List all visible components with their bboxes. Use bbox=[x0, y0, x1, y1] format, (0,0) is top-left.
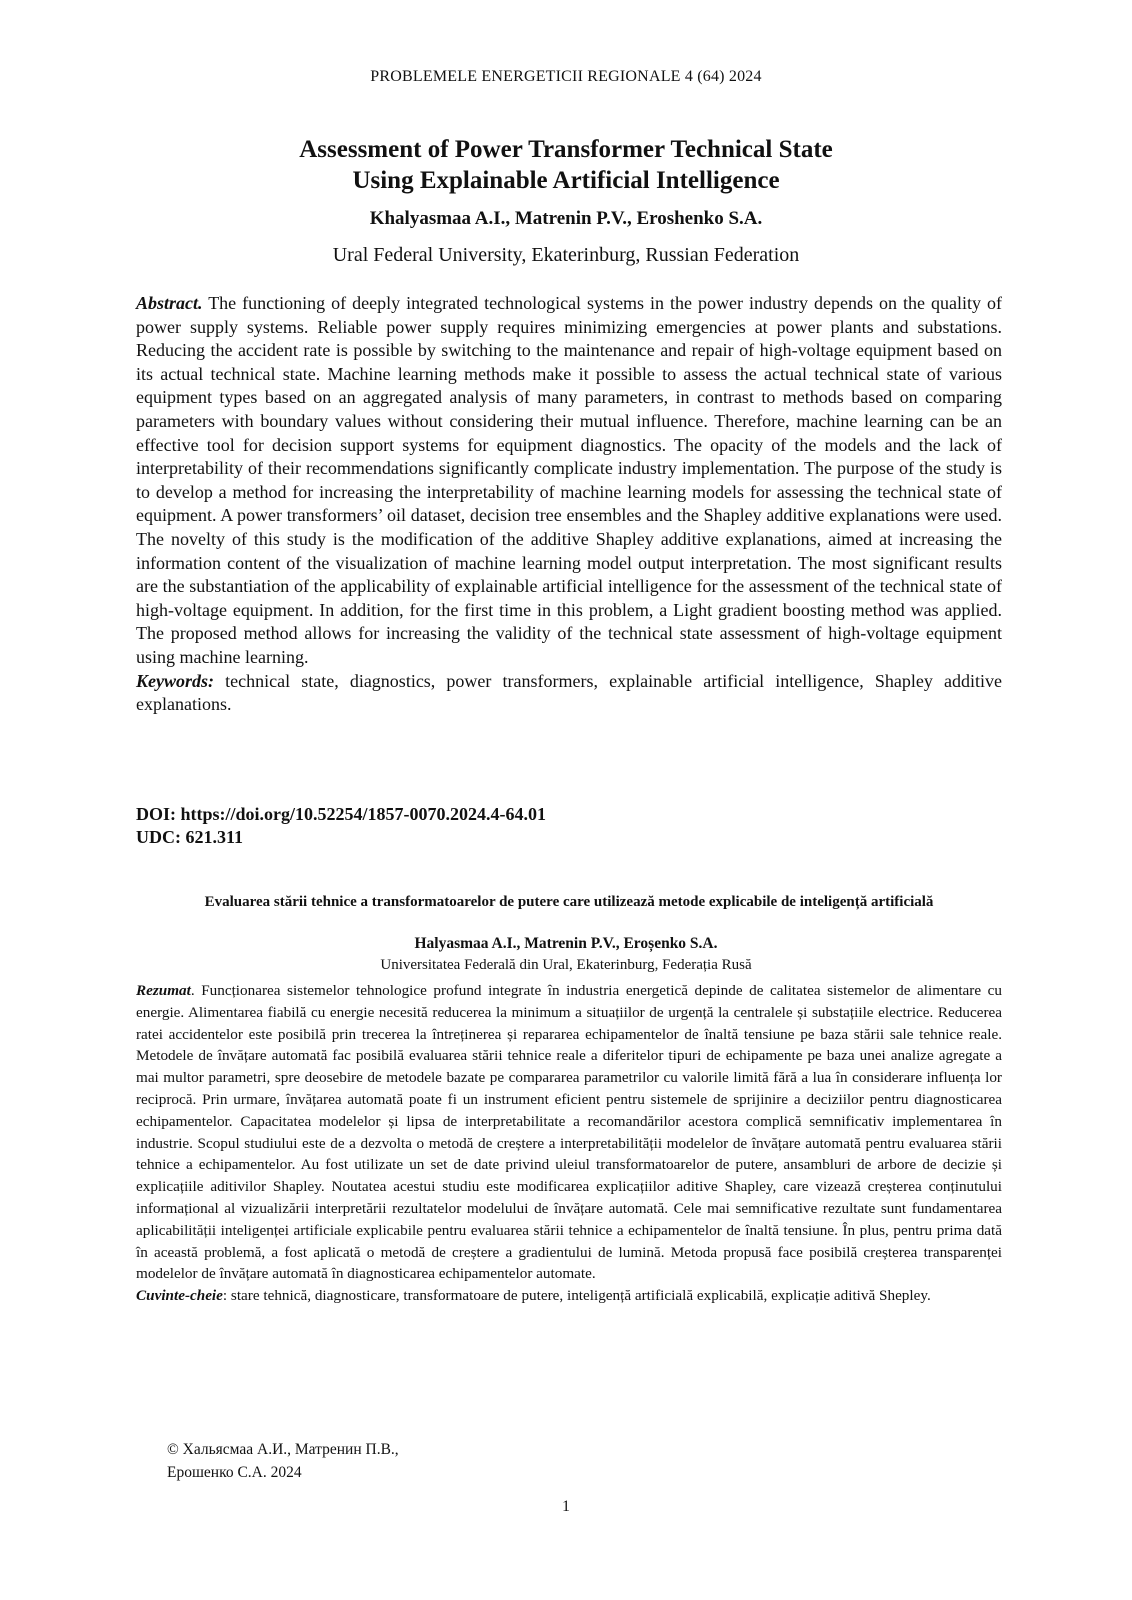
romanian-abstract-paragraph bbox=[136, 980, 1002, 1285]
page-number: 1 bbox=[562, 1498, 570, 1515]
romanian-author-list: Halyasmaa A.I., Matrenin P.V., Eroșenko S.A. bbox=[414, 935, 718, 952]
abstract-label: Abstract. bbox=[136, 293, 203, 313]
title-line-2: Using Explainable Artificial Intelligence bbox=[352, 167, 780, 194]
udc-line: UDC: 621.311 bbox=[136, 827, 243, 847]
romanian-abstract-section bbox=[136, 980, 1002, 1307]
romanian-keywords-text: : stare tehnică, diagnosticare, transformatoare de putere, inteligență artificială explicabilă, explicație aditivă Shepley. bbox=[222, 1287, 931, 1305]
romanian-abstract-label: Rezumat bbox=[136, 982, 191, 999]
abstract-section bbox=[136, 292, 1002, 717]
author-list: Khalyasmaa A.I., Matrenin P.V., Eroshenko S.A. bbox=[369, 208, 763, 229]
title-line-1: Assessment of Power Transformer Technical State bbox=[299, 136, 833, 163]
copyright-line-1: © Хальясмаа А.И., Матренин П.В., bbox=[167, 1441, 399, 1458]
journal-header: PROBLEMELE ENERGETICII REGIONALE 4 (64) 2024 bbox=[370, 68, 762, 85]
keywords-paragraph bbox=[136, 670, 1002, 717]
romanian-keywords-label: Cuvinte-cheie bbox=[136, 1287, 223, 1305]
author-affiliation: Ural Federal University, Ekaterinburg, Russian Federation bbox=[332, 244, 800, 266]
paper-title bbox=[0, 134, 1132, 196]
identifiers bbox=[136, 803, 1002, 849]
romanian-title: Evaluarea stării tehnice a transformatoarelor de putere care utilizează metode explicabile de inteligență artificială bbox=[204, 894, 934, 910]
copyright-notice bbox=[167, 1438, 567, 1484]
romanian-affiliation: Universitatea Federală din Ural, Ekaterinburg, Federația Rusă bbox=[380, 957, 752, 973]
romanian-abstract-text: . Funcționarea sistemelor tehnologice profund integrate în industria energetică depinde de calitatea sistemelor de alimentare cu energie. Alimentarea fiabilă cu energie necesită reducerea la minimum a situațiilor de urgență la centralele și substațiile electrice. Reducerea ratei accidentelor este posibilă prin trecerea la întreținerea și repararea echipamentelor de înaltă tensiune pe baza stării sale tehnice reale. Metodele de învățare automată fac posibilă evaluarea stării tehnice reale a diferitelor tipuri de echipamente pe baza unei analize agregate a mai multor parametri, spre deosebire de metodele bazate pe compararea parametrilor cu valorile limită fără a lua în considerare influența lor reciprocă. Prin urmare, învățarea automată poate fi un instrument eficient pentru sistemele de sprijinire a deciziilor pentru diagnosticarea echipamentelor. Capacitatea modelelor și lipsa de interpretabilitate a recomandărilor acestora complică semnificativ implementarea în industrie. Scopul studiului este de a dezvolta o metodă de creștere a interpretabilității modelelor de învățare automată pentru evaluarea stării tehnice a echipamentelor. Au fost utilizate un set de date privind uleiul transformatoarelor de putere, ansambluri de arbore de decizie și explicațiile aditivilor Shapley. Noutatea acestui studiu este modificarea explicațiilor aditive Shapley, care vizează creșterea conținutului informațional al vizualizării interpretării rezultatelor modelului de învățare automată. Cele mai semnificative rezultate sunt fundamentarea aplicabilității inteligenței artificiale explicabile pentru evaluarea stării tehnice a echipamentelor de înaltă tensiune. În plus, pentru prima dată în această problemă, a fost aplicată o metodă de creștere a gradientului de lumină. Metoda propusă face posibilă creșterea transparenței modelelor de învățare automată în diagnosticarea echipamentelor automate. bbox=[136, 982, 1002, 1283]
doi-line: DOI: https://doi.org/10.52254/1857-0070.2024.4-64.01 bbox=[136, 804, 547, 824]
keywords-text: technical state, diagnostics, power transformers, explainable artificial intelligence, Shapley additive explanations. bbox=[136, 670, 1002, 715]
abstract-text: The functioning of deeply integrated technological systems in the power industry depends on the quality of power supply systems. Reliable power supply requires minimizing emergencies at power plants and substations. Reducing the accident rate is possible by switching to the maintenance and repair of high-voltage equipment based on its actual technical state. Machine learning methods make it possible to assess the actual technical state of various equipment types based on an aggregated analysis of many parameters, in contrast to methods based on comparing parameters with boundary values without considering their mutual influence. Therefore, machine learning can be an effective tool for decision support systems for equipment diagnostics. The opacity of the models and the lack of interpretability of their recommendations significantly complicate industry implementation. The purpose of the study is to develop a method for increasing the interpretability of machine learning models for assessing the technical state of equipment. A power transformers’ oil dataset, decision tree ensembles and the Shapley additive explanations were used. The novelty of this study is the modification of the additive Shapley additive explanations, aimed at increasing the information content of the visualization of machine learning model output interpretation. The most significant results are the substantiation of the applicability of explainable artificial intelligence for the assessment of the technical state of high-voltage equipment. In addition, for the first time in this problem, a Light gradient boosting method was applied. The proposed method allows for increasing the validity of the technical state assessment of high-voltage equipment using machine learning. bbox=[136, 293, 1002, 667]
keywords-label: Keywords: bbox=[136, 670, 214, 691]
copyright-line-2: Ерошенко С.А. 2024 bbox=[167, 1464, 302, 1481]
abstract-paragraph bbox=[136, 292, 1002, 670]
romanian-keywords-paragraph bbox=[136, 1285, 1002, 1307]
